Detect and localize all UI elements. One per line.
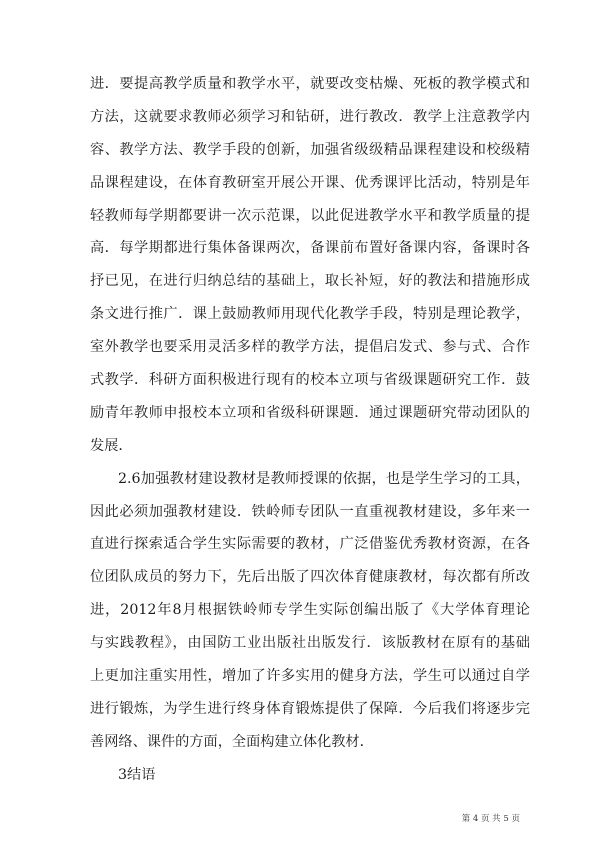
text-line: 善网络、课件的方面，全面构建立体化教材．: [90, 733, 374, 750]
page-footer: [0, 812, 600, 826]
text-line: 励青年教师申报校本立项和省级科研课题．通过课题研究带动团队的: [90, 404, 530, 421]
text-line: 式教学．科研方面积极进行现有的校本立项与省级课题研究工作．鼓: [90, 372, 530, 389]
text-line: 进，2012年8月根据铁岭师专学生实际创编出版了《大学体育理论: [90, 602, 530, 619]
text-line: 高．每学期都进行集体备课两次，备课前布置好备课内容，备课时各: [90, 240, 530, 257]
text-line: 室外教学也要采用灵活多样的教学方法，提倡启发式、参与式、合作: [90, 339, 530, 356]
text-line: 进行锻炼，为学生进行终身体育锻炼提供了保障．今后我们将逐步完: [90, 700, 530, 717]
section-heading: 3结语: [118, 766, 156, 783]
paragraph-textbook-construction: [90, 469, 530, 765]
text-line: 条文进行推广．课上鼓励教师用现代化教学手段，特别是理论教学，: [90, 306, 530, 323]
page-number: 第 4 页 共 5 页: [461, 814, 520, 824]
text-line: 抒已见，在进行归纳总结的基础上，取长补短，好的教法和措施形成: [90, 273, 530, 290]
text-line: 进．要提高教学质量和教学水平，就要改变枯燥、死板的教学模式和: [90, 76, 530, 92]
text-line: 上更加注重实用性，增加了许多实用的健身方法，学生可以通过自学: [90, 668, 530, 685]
text-line: 轻教师每学期都要讲一次示范课，以此促进教学水平和教学质量的提: [90, 207, 530, 224]
text-line: 容、教学方法、教学手段的创新，加强省级级精品课程建设和校级精: [90, 141, 530, 158]
text-line: 方法，这就要求教师必须学习和钻研，进行教改．教学上注意教学内: [90, 108, 530, 125]
text-line: 与实践教程》，由国防工业出版社出版发行．该版教材在原有的基础: [90, 635, 530, 652]
text-line: 因此必须加强教材建设．铁岭师专团队一直重视教材建设，多年来一: [90, 503, 530, 520]
body-text: [90, 74, 530, 797]
text-line: 发展．: [90, 437, 133, 454]
text-line: 直进行探索适合学生实际需要的教材，广泛借鉴优秀教材资源，在各: [90, 536, 530, 553]
paragraph-teaching-reform: [90, 74, 530, 469]
text-line: 位团队成员的努力下，先后出版了四次体育健康教材，每次都有所改: [90, 569, 530, 586]
text-line: 品课程建设，在体育教研室开展公开课、优秀课评比活动，特别是年: [90, 174, 530, 191]
text-line: 2.6加强教材建设教材是教师授课的依据，也是学生学习的工具，: [118, 470, 530, 487]
